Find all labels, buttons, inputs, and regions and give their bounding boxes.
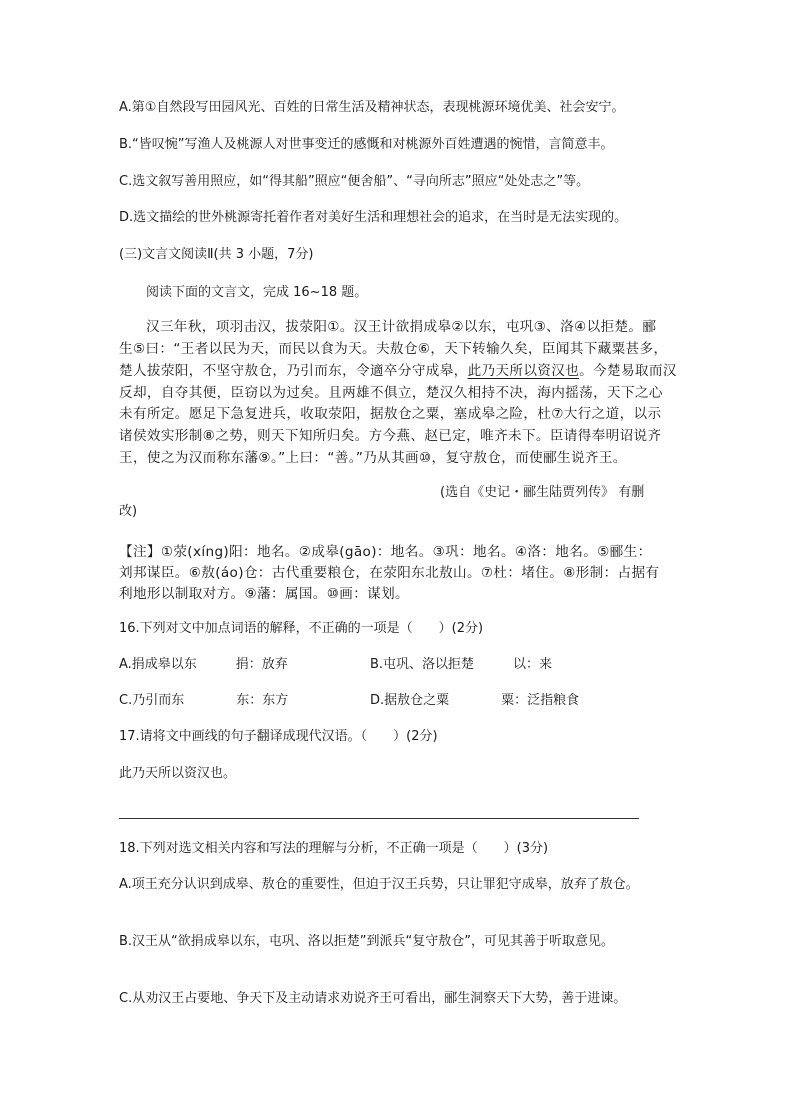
notes-line-1: 【注】①荥(xíng)阳：地名。②成皋(gāo)：地名。③巩：地名。④洛：地名。⑤郦生： xyxy=(119,544,652,560)
passage-line-7: 王，使之为汉而称东藩⑨。”上曰：“善。”乃从其画⑩，复守敖仓，而使郦生说齐王。 xyxy=(119,450,627,466)
passage-line-3 xyxy=(119,362,677,380)
q15-option-b: B.“皆叹惋”写渔人及桃源人对世事变迁的感慨和对桃源外百姓遭遇的惋惜，言简意丰。 xyxy=(119,137,614,152)
q18-option-a: A.项王充分认识到成皋、敖仓的重要性，但迫于汉王兵势，只让罪犯守成皋，放弃了敖仓。 xyxy=(119,877,639,892)
passage-line-4: 反却，自夺其便，臣窃以为过矣。且两雄不俱立，楚汉久相持不决，海内摇荡，天下之心 xyxy=(119,385,663,401)
section-instruction: 阅读下面的文言文，完成 16~18 题。 xyxy=(146,285,368,300)
q15-option-d: D.选文描绘的世外桃源寄托着作者对美好生活和理想社会的追求，在当时是无法实现的。 xyxy=(119,210,628,225)
passage-source-cont: 改) xyxy=(119,504,138,519)
notes-line-3: 利地形以制取对方。⑨藩：属国。⑩画：谋划。 xyxy=(119,586,410,602)
q16-option-c: C.乃引而东 东：东方 xyxy=(119,693,289,708)
q16-option-d: D.据敖仓之粟 粟：泛指粮食 xyxy=(370,693,580,708)
passage-line-1: 汉三年秋，项羽击汉，拔荥阳①。汉王计欲捐成皋②以东，屯巩③、洛④以拒楚。郦 xyxy=(146,319,657,335)
passage-line-3-pre: 楚人拔荥阳，不坚守敖仓，乃引而东，令適卒分守成皋， xyxy=(119,363,468,379)
q18-option-c: C.从劝汉王占要地、争天下及主动请求劝说齐王可看出，郦生洞察天下大势，善于进谏。 xyxy=(119,991,627,1006)
q17-sentence: 此乃天所以资汉也。 xyxy=(119,766,237,781)
q15-option-a: A.第①自然段写田园风光、百姓的日常生活及精神状态，表现桃源环境优美、社会安宁。 xyxy=(119,100,625,115)
q16-option-b: B.屯巩、洛以拒楚 以：来 xyxy=(370,657,553,672)
underlined-sentence: 此乃天所以资汉也 xyxy=(467,363,580,379)
passage-line-6: 诸侯效实形制⑧之势，则天下知所归矣。方今燕、赵已定，唯齐未下。臣请得奉明诏说齐 xyxy=(119,428,662,444)
q16-stem: 16.下列对文中加点词语的解释，不正确的一项是（ ）(2分) xyxy=(119,621,484,636)
notes-line-2: 刘邦谋臣。⑥敖(áo)仓：古代重要粮仓，在荥阳东北敖山。⑦杜：堵住。⑧形制：占据有 xyxy=(119,565,660,581)
passage-source: (选自《史记・郦生陆贾列传》 有删 xyxy=(440,485,645,500)
passage-line-5: 未有所定。愿足下急复进兵，收取荥阳，据敖仓之粟，塞成皋之险，杜⑦大行之道，以示 xyxy=(119,406,662,422)
q16-option-a: A.捐成皋以东 捐：放弃 xyxy=(119,657,288,672)
q18-stem: 18.下列对选文相关内容和写法的理解与分析，不正确一项是（ ）(3分) xyxy=(119,841,549,856)
passage-line-3-post: 。今楚易取而汉 xyxy=(579,363,677,379)
q15-option-c: C.选文叙写善用照应，如“得其船”照应“便舍船”、“寻向所志”照应“处处志之”等。 xyxy=(119,174,590,189)
section-heading: (三)文言文阅读Ⅱ(共 3 小题，7分) xyxy=(119,247,314,262)
q17-stem: 17.请将文中画线的句子翻译成现代汉语。（ ）(2分) xyxy=(119,729,438,744)
answer-line[interactable] xyxy=(119,818,639,819)
passage-line-2: 生⑤曰：“王者以民为天，而民以食为天。夫敖仓⑥，天下转输久矣，臣闻其下藏粟甚多， xyxy=(119,341,668,357)
q18-option-b: B.汉王从“欲捐成皋以东，屯巩、洛以拒楚”到派兵“复守敖仓”，可见其善于听取意见。 xyxy=(119,934,614,949)
